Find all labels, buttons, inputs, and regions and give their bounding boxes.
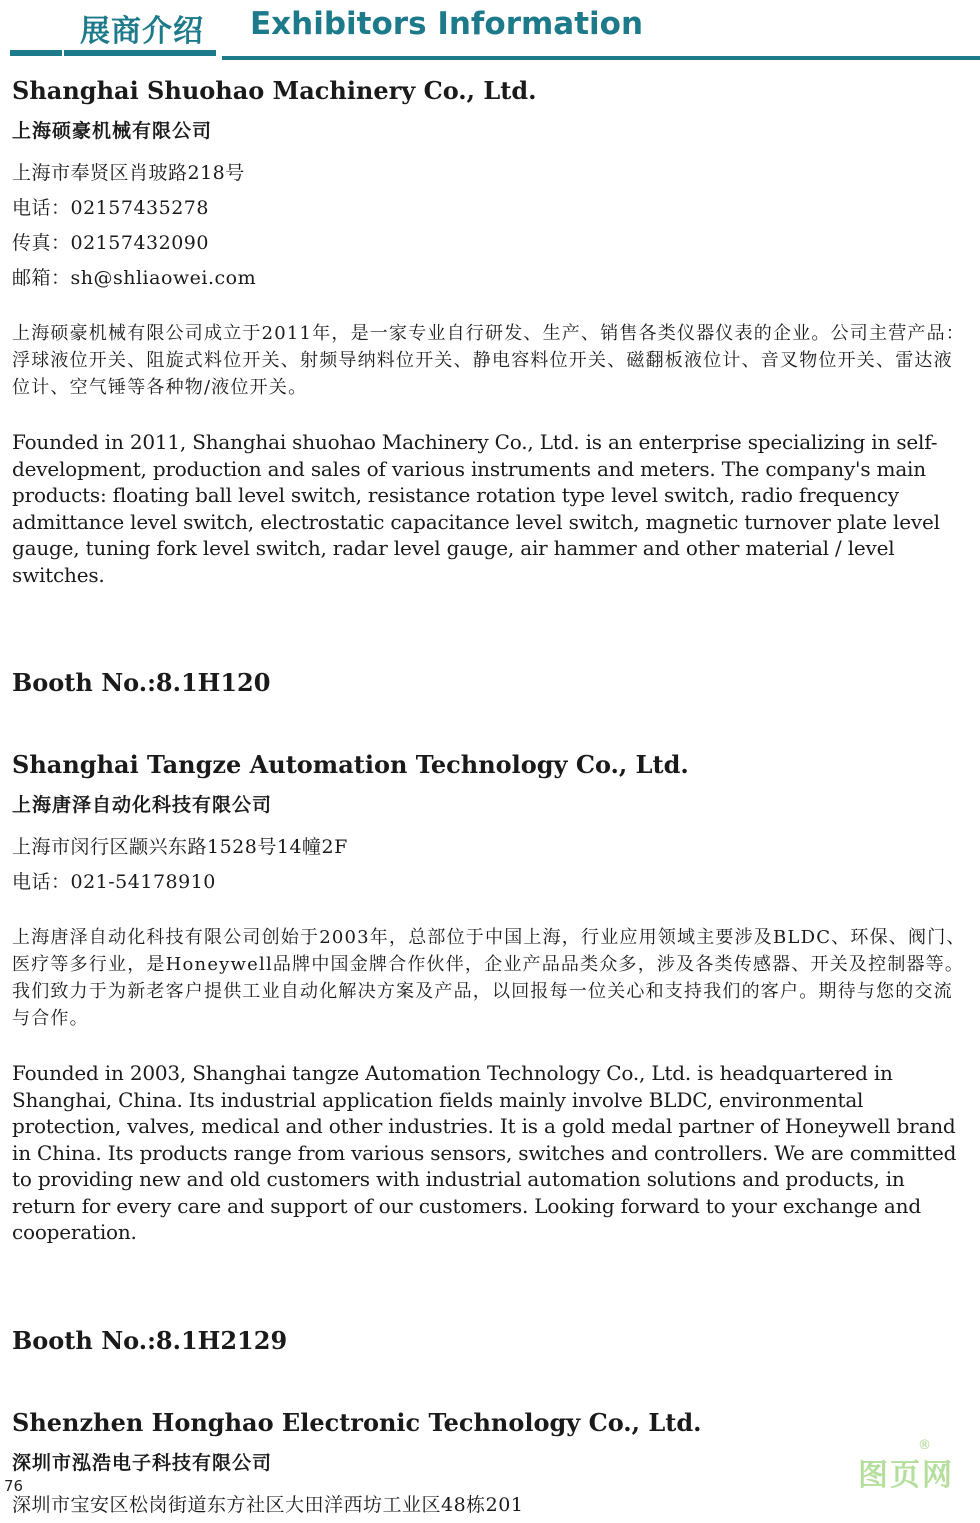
booth-number: Booth No.:8.1H120 (12, 668, 271, 697)
company-description-cn: 上海硕豪机械有限公司成立于2011年，是一家专业自行研发、生产、销售各类仪器仪表的企业。公司主营产品：浮球液位开关、阻旋式料位开关、射频导纳料位开关、静电容料位开关、磁翻板液位计、音叉物位开关、雷达液位计、空气锤等各种物/液位开关。 (12, 323, 966, 398)
exhibitor-entry (12, 74, 970, 700)
registered-mark-icon: ® (918, 1438, 931, 1453)
company-name-en: Shenzhen Honghao Electronic Technology Co., Ltd. (12, 1407, 702, 1437)
company-address: 上海市闵行区颛兴东路1528号14幢2F (12, 836, 348, 858)
exhibitor-entry (12, 748, 970, 1358)
booth-number: Booth No.:8.1H2129 (12, 1325, 288, 1355)
exhibitor-list (12, 74, 970, 1523)
company-description-en: Founded in 2003, Shanghai tangze Automation Technology Co., Ltd. is headquartered in Shanghai, China. Its industrial application fields mainly involve BLDC, environmental protection, valves, medical and other industries. It is a gold medal partner of Honeywell brand in China. Its products range from various sensors, switches and controllers. We are committed to providing new and old customers with industrial automation solutions and products, in return for every care and support of our customers. Looking forward to your exchange and cooperation. (12, 1061, 957, 1244)
header-accent-bar (10, 50, 62, 56)
header-rule (222, 56, 980, 60)
exhibitor-entry (12, 1406, 970, 1523)
header-cn-underline (64, 50, 216, 56)
company-description-en: Founded in 2011, Shanghai shuohao Machinery Co., Ltd. is an enterprise specializing in self-development, production and sales of various instruments and meters. The company's main products: floating ball level switch, resistance rotation type level switch, radio frequency admittance level switch, electrostatic capacitance level switch, magnetic turnover plate level gauge, tuning fork level switch, radar level gauge, air hammer and other material / level switches. (12, 430, 940, 587)
company-name-cn: 深圳市泓浩电子科技有限公司 (12, 1451, 273, 1474)
company-email: 邮箱：sh@shliaowei.com (12, 267, 257, 289)
company-name-cn: 上海唐泽自动化科技有限公司 (12, 794, 273, 816)
company-name-en: Shanghai Shuohao Machinery Co., Ltd. (12, 76, 537, 105)
company-fax: 传真：02157432090 (12, 232, 209, 254)
company-description-cn: 上海唐泽自动化科技有限公司创始于2003年，总部位于中国上海，行业应用领域主要涉及BLDC、环保、阀门、医疗等多行业，是Honeywell品牌中国金牌合作伙伴，企业产品品类众多，涉及各类传感器、开关及控制器等。我们致力于为新老客户提供工业自动化解决方案及产品，以回报每一位关心和支持我们的客户。期待与您的交流与合作。 (12, 927, 966, 1029)
company-address: 深圳市宝安区松岗街道东方社区大田洋西坊工业区48栋201 (12, 1493, 524, 1516)
watermark-logo: 图页网 (858, 1458, 954, 1493)
page-header (0, 0, 980, 64)
company-address: 上海市奉贤区肖玻路218号 (12, 162, 245, 184)
header-title-en: Exhibitors Information (250, 6, 644, 42)
page-number: 76 (4, 1477, 24, 1495)
company-phone: 电话：021-54178910 (12, 871, 216, 893)
header-title-cn: 展商介绍 (80, 14, 204, 49)
company-name-en: Shanghai Tangze Automation Technology Co., Ltd. (12, 750, 689, 779)
company-name-cn: 上海硕豪机械有限公司 (12, 120, 213, 142)
company-phone: 电话：02157435278 (12, 197, 209, 219)
